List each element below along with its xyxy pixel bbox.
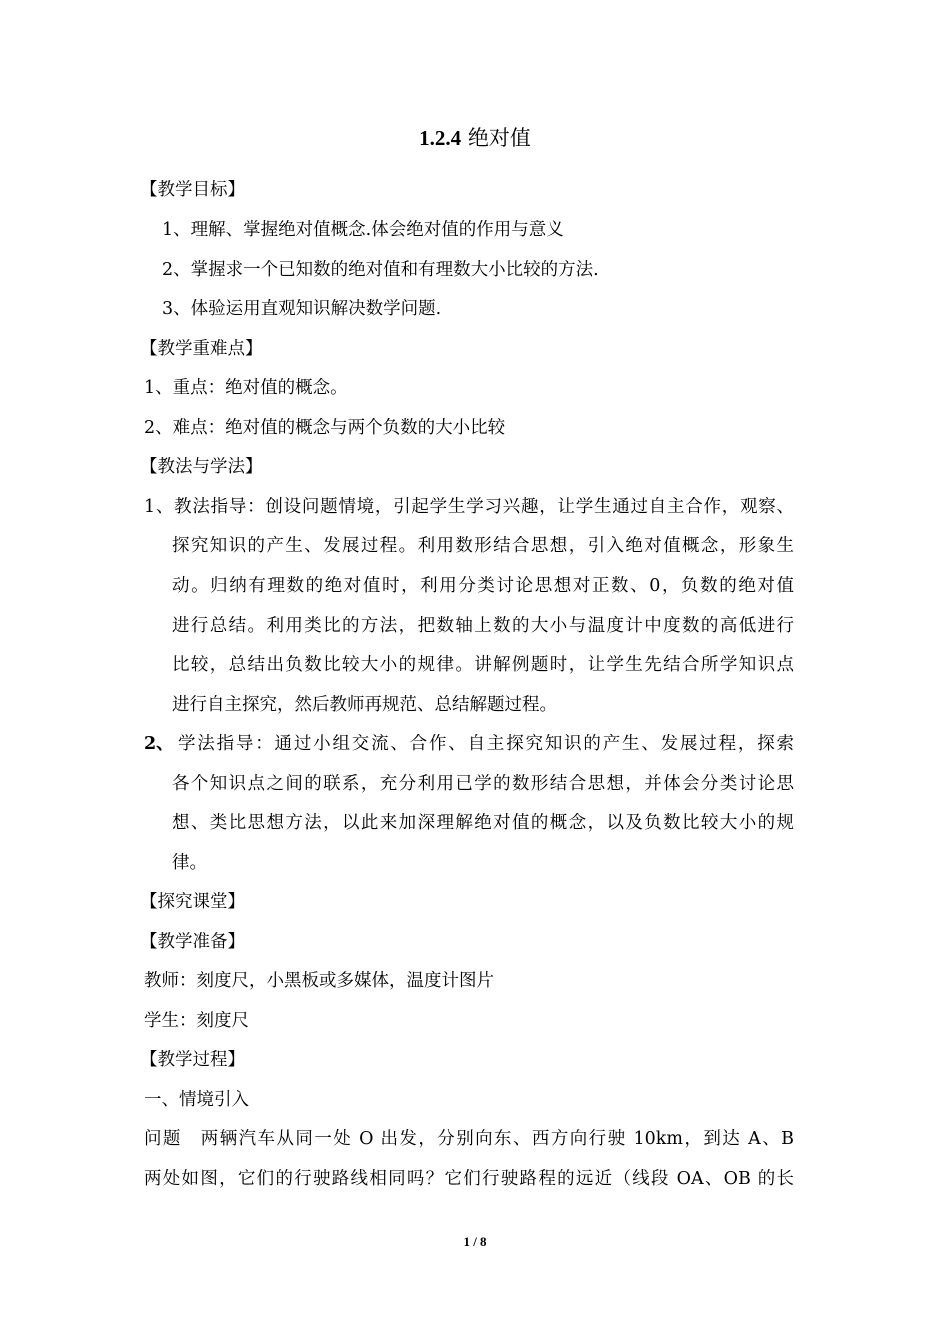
goal-item-2: 2、掌握求一个已知数的绝对值和有理数大小比较的方法. bbox=[162, 260, 599, 280]
method2-line-1: 学法指导：通过小组交流、合作、自主探究知识的产生、发展过程，探索 bbox=[178, 734, 794, 754]
question-line-1: 问题 两辆汽车从同一处 O 出发，分别向东、西方向行驶 10km，到达 A、B bbox=[144, 1129, 794, 1149]
method1-line-5: 比较，总结出负数比较大小的规律。讲解例题时，让学生先结合所学知识点 bbox=[172, 655, 794, 675]
method2-number: 2、 bbox=[144, 734, 174, 754]
goal-item-1: 1、理解、掌握绝对值概念.体会绝对值的作用与意义 bbox=[162, 220, 564, 240]
method2-line-2: 各个知识点之间的联系，充分利用已学的数形结合思想，并体会分类讨论思 bbox=[172, 774, 794, 794]
method1-line-4: 进行总结。利用类比的方法，把数轴上数的大小与温度计中度数的高低进行 bbox=[172, 616, 794, 636]
heading-goals: 【教学目标】 bbox=[140, 180, 245, 200]
heading-methods: 【教法与学法】 bbox=[140, 457, 263, 477]
question-line-2: 两处如图，它们的行驶路线相同吗？它们行驶路程的远近（线段 OA、OB 的长 bbox=[144, 1169, 794, 1189]
method2-line-3: 想、类比思想方法，以此来加深理解绝对值的概念，以及负数比较大小的规 bbox=[172, 813, 794, 833]
goal-item-3: 3、体验运用直观知识解决数学问题. bbox=[162, 299, 442, 319]
method1-line-2: 探究知识的产生、发展过程。利用数形结合思想，引入绝对值概念，形象生 bbox=[172, 536, 794, 556]
heading-preparation: 【教学准备】 bbox=[140, 932, 245, 952]
method2-line-4: 律。 bbox=[172, 853, 207, 873]
method1-line-1: 1、教法指导：创设问题情境，引起学生学习兴趣，让学生通过自主合作，观察、 bbox=[144, 497, 794, 517]
prep-teacher: 教师：刻度尺，小黑板或多媒体，温度计图片 bbox=[144, 971, 494, 991]
key-point-1: 1、重点：绝对值的概念。 bbox=[144, 378, 348, 398]
page-title bbox=[0, 124, 950, 152]
section-1-heading: 一、情境引入 bbox=[144, 1090, 249, 1110]
title-number: 1.2.4 bbox=[419, 126, 462, 150]
key-point-2: 2、难点：绝对值的概念与两个负数的大小比较 bbox=[144, 418, 506, 438]
method1-line-6: 进行自主探究，然后教师再规范、总结解题过程。 bbox=[172, 695, 557, 715]
title-text: 绝对值 bbox=[467, 126, 531, 150]
method1-line-3: 动。归纳有理数的绝对值时，利用分类讨论思想对正数、0，负数的绝对值 bbox=[172, 576, 794, 596]
heading-key-points: 【教学重难点】 bbox=[140, 339, 263, 359]
heading-process: 【教学过程】 bbox=[140, 1050, 245, 1070]
heading-explore: 【探究课堂】 bbox=[140, 892, 245, 912]
page-number: 1 / 8 bbox=[463, 1234, 487, 1249]
prep-student: 学生：刻度尺 bbox=[144, 1011, 249, 1031]
